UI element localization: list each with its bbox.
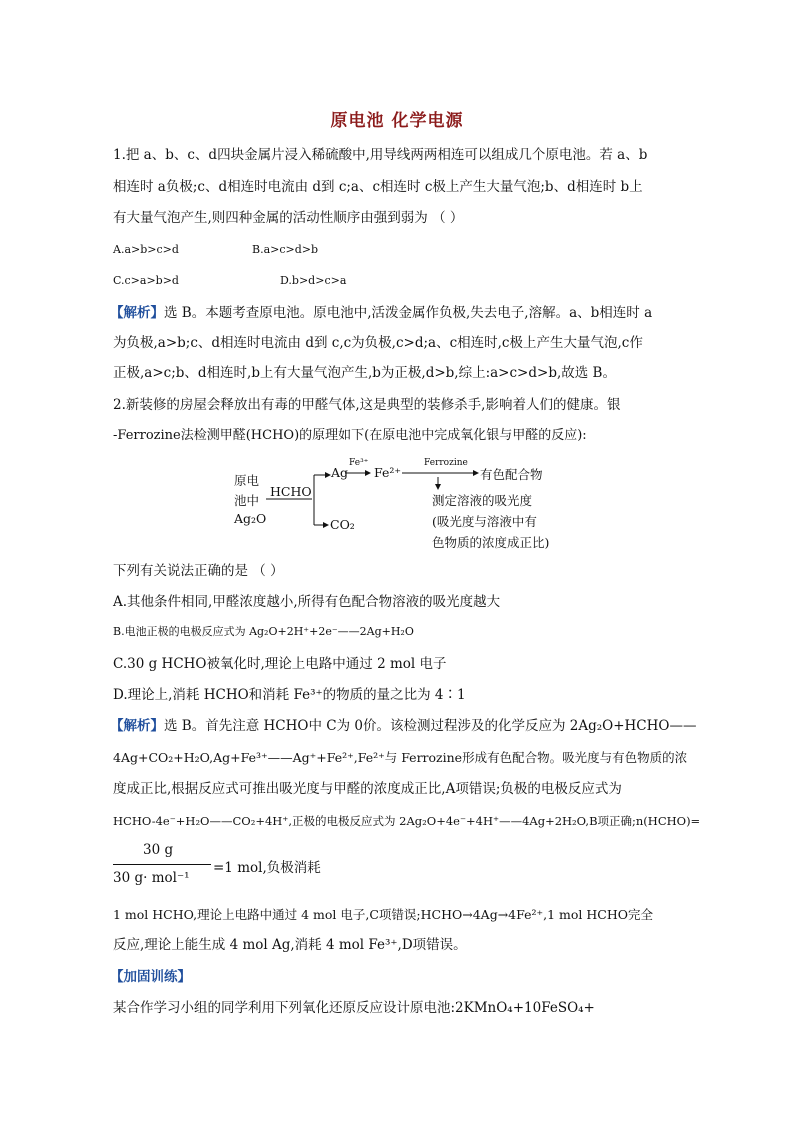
q2-option-c: C.30 g HCHO被氧化时,理论上电路中通过 2 mol 电子 — [113, 656, 447, 672]
measure-label-3: 色物质的浓度成正比) — [432, 535, 550, 550]
q1-option-b: B.a>c>d>b — [252, 243, 319, 256]
q1-option-c: C.c>a>b>d — [113, 274, 179, 287]
q1-analysis-text: 选 B。本题考查原电池。原电池中,活泼金属作负极,失去电子,溶解。a、b相连时 a — [164, 305, 653, 321]
cell-label-1: 原电 — [234, 473, 260, 488]
q2-analysis-line — [110, 716, 696, 736]
q2-analysis-line: 1 mol HCHO,理论上电路中通过 4 mol 电子,C项错误;HCHO→4Ag→4Fe²⁺,1 mol HCHO完全 — [113, 907, 653, 922]
q2-analysis-label: 【解析】 — [110, 718, 164, 734]
fraction-denominator: 30 g· mol⁻¹ — [113, 870, 190, 886]
fe3-label: Fe³⁺ — [349, 458, 369, 468]
q1-option-d: D.b>d>c>a — [280, 274, 347, 287]
fraction-result: =1 mol,负极消耗 — [213, 860, 321, 876]
practice-label — [110, 967, 191, 987]
ferrozine-label: Ferrozine — [424, 458, 468, 468]
q1-analysis-line: 正极,a>c;b、d相连时,b上有大量气泡产生,b为正极,d>b,综上:a>c>d>b,故选 B。 — [113, 365, 616, 381]
q2-analysis-line: 度成正比,根据反应式可推出吸光度与甲醛的浓度成正比,A项错误;负极的电极反应式为 — [113, 781, 622, 797]
q2-analysis-line: 反应,理论上能生成 4 mol Ag,消耗 4 mol Fe³⁺,D项错误。 — [113, 937, 467, 953]
page-title: 原电池 化学电源 — [330, 111, 464, 131]
reaction-flow-diagram — [228, 455, 588, 555]
q2-analysis-line: HCHO-4e⁻+H₂O——CO₂+4H⁺,正极的电极反应式为 2Ag₂O+4e⁻+4H⁺——4Ag+2H₂O,B项正确;n(HCHO)= — [113, 814, 701, 828]
q1-analysis-line — [110, 303, 652, 323]
ag-label: Ag — [331, 465, 349, 480]
q1-analysis-line: 为负极,a>b;c、d相连时电流由 d到 c,c为负极,c>d;a、c相连时,c极上产生大量气泡,c作 — [113, 335, 643, 351]
complex-label: 有色配合物 — [480, 467, 543, 482]
hcho-label: HCHO — [270, 484, 312, 499]
co2-label: CO₂ — [330, 517, 355, 532]
q2-option-d: D.理论上,消耗 HCHO和消耗 Fe³⁺的物质的量之比为 4∶1 — [113, 687, 466, 703]
q1-stem-line: 相连时 a负极;c、d相连时电流由 d到 c;a、c相连时 c极上产生大量气泡;b、d相连时 b上 — [113, 179, 643, 195]
q2-intro-line: 2.新装修的房屋会释放出有毒的甲醛气体,这是典型的装修杀手,影响着人们的健康。银 — [113, 397, 621, 413]
q2-question: 下列有关说法正确的是 （ ） — [113, 563, 284, 579]
fraction-bar — [113, 864, 211, 865]
q2-option-a: A.其他条件相同,甲醛浓度越小,所得有色配合物溶液的吸光度越大 — [113, 594, 501, 610]
measure-label-1: 测定溶液的吸光度 — [432, 493, 533, 508]
practice-line: 某合作学习小组的同学利用下列氧化还原反应设计原电池:2KMnO₄+10FeSO₄+ — [113, 1000, 595, 1016]
cell-label-3: Ag₂O — [234, 511, 267, 526]
fe2-label: Fe²⁺ — [374, 465, 401, 480]
q1-analysis-label: 【解析】 — [110, 305, 164, 321]
practice-label-text: 【加固训练】 — [110, 969, 191, 985]
fraction-numerator: 30 g — [143, 842, 174, 858]
q2-analysis-line: 4Ag+CO₂+H₂O,Ag+Fe³⁺——Ag⁺+Fe²⁺,Fe²⁺与 Ferrozine形成有色配合物。吸光度与有色物质的浓 — [113, 750, 688, 765]
measure-label-2: (吸光度与溶液中有 — [432, 514, 537, 529]
cell-label-2: 池中 — [234, 493, 260, 508]
q1-stem-line: 有大量气泡产生,则四种金属的活动性顺序由强到弱为 （ ） — [113, 210, 464, 226]
q2-analysis-text: 选 B。首先注意 HCHO中 C为 0价。该检测过程涉及的化学反应为 2Ag₂O+HCHO—— — [164, 718, 697, 734]
q2-option-b: B.电池正极的电极反应式为 Ag₂O+2H⁺+2e⁻——2Ag+H₂O — [113, 625, 414, 638]
q1-stem-line: 1.把 a、b、c、d四块金属片浸入稀硫酸中,用导线两两相连可以组成几个原电池。若 a、b — [113, 147, 648, 163]
q2-intro-line: -Ferrozine法检测甲醛(HCHO)的原理如下(在原电池中完成氧化银与甲醛的反应): — [113, 428, 587, 443]
q1-option-a: A.a>b>c>d — [113, 243, 179, 256]
